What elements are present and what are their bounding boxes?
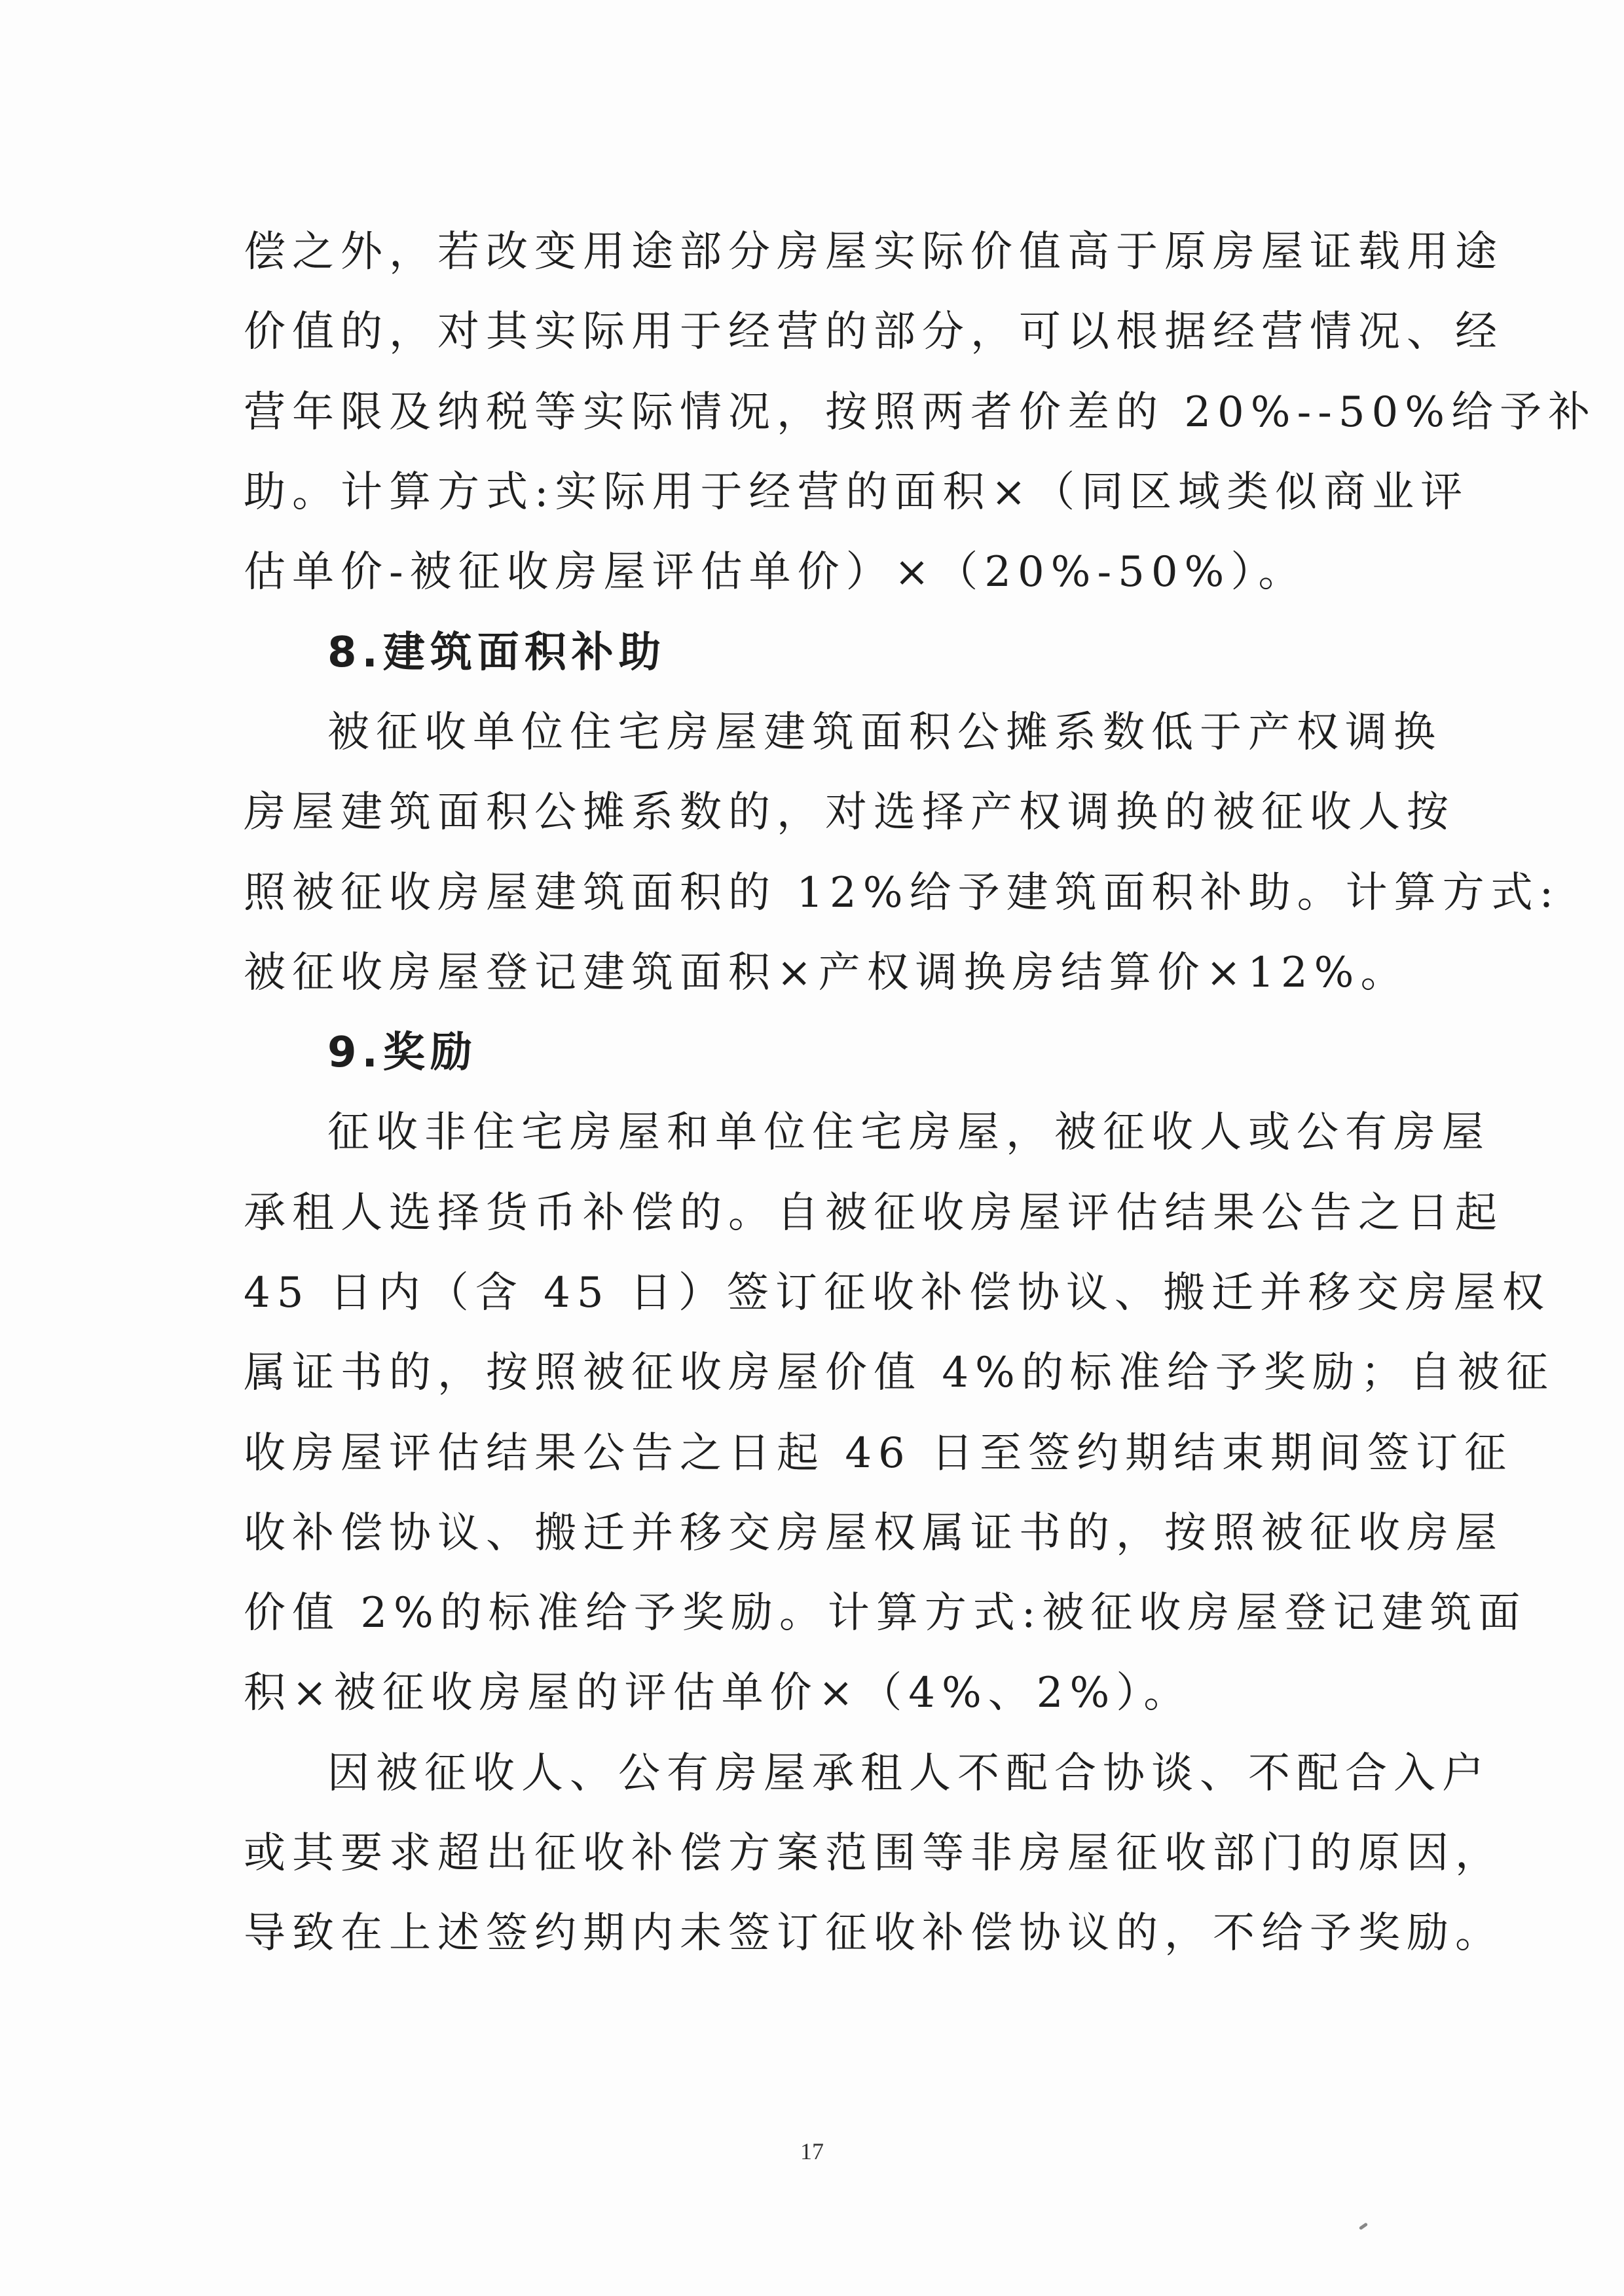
section-heading-8: 8.建筑面积补助 (327, 629, 666, 677)
section-heading-9: 9.奖励 (327, 1029, 477, 1077)
text-line: 偿之外，若改变用途部分房屋实际价值高于原房屋证载用途 (244, 228, 1504, 276)
page-number: 17 (800, 2138, 824, 2164)
text-line: 营年限及纳税等实际情况，按照两者价差的 20%--50%给予补 (244, 388, 1597, 437)
text-line: 导致在上述签约期内未签订征收补偿协议的，不给予奖励。 (244, 1909, 1504, 1958)
text-line: 价值 2%的标准给予奖励。计算方式:被征收房屋登记建筑面 (244, 1589, 1527, 1637)
text-line: 承租人选择货币补偿的。自被征收房屋评估结果公告之日起 (244, 1189, 1504, 1237)
paragraph-first-line: 被征收单位住宅房屋建筑面积公摊系数低于产权调换 (327, 708, 1442, 757)
text-line: 房屋建筑面积公摊系数的，对选择产权调换的被征收人按 (244, 788, 1455, 837)
text-line: 积×被征收房屋的评估单价×（4%、2%）。 (244, 1669, 1192, 1717)
paragraph-first-line: 征收非住宅房屋和单位住宅房屋，被征收人或公有房屋 (327, 1108, 1490, 1157)
text-line: 助。计算方式:实际用于经营的面积×（同区域类似商业评 (244, 468, 1469, 517)
text-line: 收房屋评估结果公告之日起 46 日至签约期结束期间签订征 (244, 1429, 1513, 1478)
text-line: 属证书的，按照被征收房屋价值 4%的标准给予奖励；自被征 (244, 1349, 1555, 1397)
text-line: 或其要求超出征收补偿方案范围等非房屋征收部门的原因， (244, 1829, 1504, 1878)
text-line: 被征收房屋登记建筑面积×产权调换房结算价×12%。 (244, 949, 1409, 997)
text-line: 照被征收房屋建筑面积的 12%给予建筑面积补助。计算方式: (244, 869, 1560, 917)
scan-speck (1359, 2222, 1368, 2230)
text-line: 45 日内（含 45 日）签订征收补偿协议、搬迁并移交房屋权 (244, 1269, 1551, 1317)
paragraph-first-line: 因被征收人、公有房屋承租人不配合协谈、不配合入户 (327, 1749, 1490, 1798)
text-line: 收补偿协议、搬迁并移交房屋权属证书的，按照被征收房屋 (244, 1509, 1504, 1558)
text-line: 估单价-被征收房屋评估单价）×（20%-50%）。 (244, 548, 1307, 596)
text-line: 价值的，对其实际用于经营的部分，可以根据经营情况、经 (244, 308, 1504, 356)
